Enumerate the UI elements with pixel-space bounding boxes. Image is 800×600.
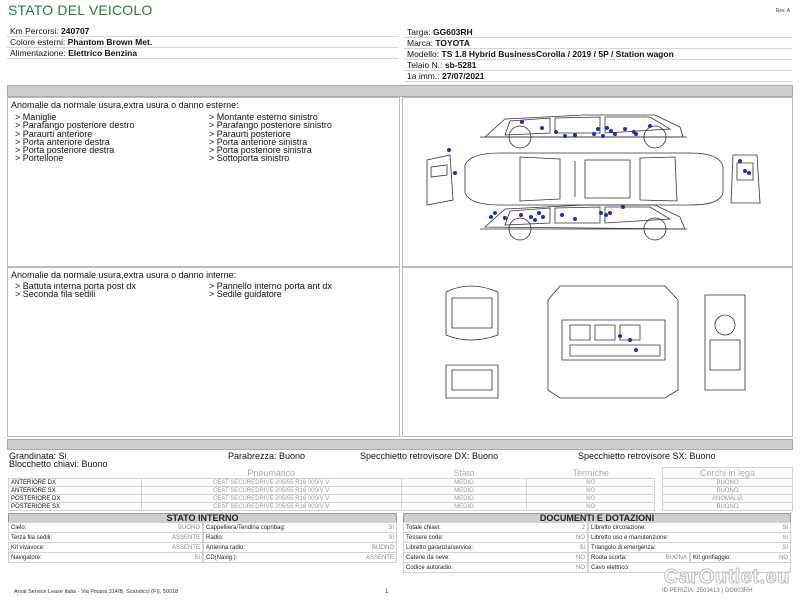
internal-damage-list-1 bbox=[15, 282, 136, 299]
document-item-label: Libretto uso e manutenzione: bbox=[591, 535, 669, 541]
document-item-label: Catene da neve: bbox=[406, 555, 451, 561]
plate-value: GG603RH bbox=[433, 27, 473, 37]
section-separator-2 bbox=[7, 439, 793, 450]
table-row bbox=[9, 479, 793, 487]
document-item-value: SI bbox=[782, 545, 788, 551]
model-label: Modello: bbox=[407, 49, 440, 59]
color-label: Colore esterni: bbox=[10, 37, 66, 47]
page-title: STATO DEL VEICOLO bbox=[8, 2, 153, 18]
col-header-tyre: Pneumatico bbox=[247, 467, 295, 478]
col-header-winter: Termiche bbox=[572, 467, 609, 478]
documents-heading: DOCUMENTI E DOTAZIONI bbox=[403, 513, 791, 523]
tyre-rim: BUONO bbox=[663, 503, 793, 511]
km-row bbox=[7, 26, 398, 37]
document-item-label: Libretto circolazione: bbox=[591, 525, 647, 531]
tyre-state: MEDIO bbox=[401, 503, 527, 511]
chassis-label: Telaio N.: bbox=[407, 60, 443, 70]
document-item-label: Kit gonfiaggio: bbox=[693, 555, 732, 561]
internal-item-label: Terza fila sedili: bbox=[11, 535, 53, 541]
col-header-rim: Cerchi in lega bbox=[663, 468, 793, 479]
list-item: > Sedile guidatore bbox=[209, 289, 282, 300]
windshield-status: Parabrezza: Buono bbox=[228, 451, 306, 461]
tyre-winter: NO bbox=[527, 503, 655, 511]
section-separator bbox=[7, 85, 793, 97]
tyre-position: POSTERIORE DX bbox=[9, 495, 142, 503]
tyre-model: CEAT SECUREDRIVE 205/55 R16 000/V V bbox=[141, 487, 401, 495]
list-item: > Parafango posteriore sinistro bbox=[209, 120, 332, 131]
internal-item-value: SI bbox=[388, 535, 394, 541]
tyre-position: ANTERIORE DX bbox=[9, 479, 142, 487]
model-row bbox=[404, 49, 792, 60]
internal-item-label: Navigatore: bbox=[11, 555, 42, 561]
document-item-value: NO bbox=[576, 565, 585, 571]
internal-item-label: Kit vivavoce: bbox=[11, 545, 45, 551]
list-item: > Parafango posteriore destro bbox=[15, 120, 135, 131]
watermark-logo: CarOutlet.eu bbox=[663, 566, 790, 588]
list-item: > Montante esterno sinistro bbox=[209, 112, 318, 122]
plate-label: Targa: bbox=[407, 27, 431, 37]
fuel-row bbox=[7, 48, 398, 59]
list-item: > Pannello interno porta ant dx bbox=[209, 281, 332, 291]
table-row bbox=[9, 487, 793, 495]
document-item-label: Totale chiavi: bbox=[406, 525, 441, 531]
list-item: > Porta posteriore destra bbox=[15, 145, 115, 156]
brand-label: Marca: bbox=[407, 38, 433, 48]
document-item bbox=[403, 562, 588, 573]
chassis-row bbox=[404, 60, 792, 71]
internal-item-value: SI bbox=[194, 555, 200, 561]
external-damage-list-1 bbox=[15, 113, 134, 163]
document-item-value: SI bbox=[782, 525, 788, 531]
tyre-winter: NO bbox=[527, 495, 655, 503]
internal-item-label: Antenna radio: bbox=[206, 545, 246, 551]
list-item: > Paraurti posteriore bbox=[209, 128, 291, 139]
color-value: Phantom Brown Met. bbox=[67, 37, 153, 47]
list-item: > Seconda fila sedili bbox=[15, 289, 96, 300]
tyre-state: MEDIO bbox=[401, 487, 527, 495]
document-item-label: Tessere code: bbox=[406, 535, 444, 541]
tyre-rim: BUONO bbox=[663, 487, 793, 495]
color-row bbox=[7, 37, 398, 48]
tyre-model: CEAT SECUREDRIVE 205/55 R16 000/V V bbox=[141, 479, 401, 487]
tyre-position: ANTERIORE SX bbox=[9, 487, 142, 495]
tyre-model: CEAT SECUREDRIVE 205/55 R16 000/V V bbox=[141, 495, 401, 503]
hail-status: Grandinata: Si bbox=[9, 451, 67, 461]
internal-damage-list-2 bbox=[209, 282, 332, 299]
internal-item-value: BUONO bbox=[371, 545, 394, 551]
table-row bbox=[9, 503, 793, 511]
footer-reference: ID PERIZIA: 2503413 | GG603RH bbox=[662, 588, 753, 594]
document-item-value: 2 bbox=[581, 525, 585, 531]
tyre-winter: NO bbox=[527, 479, 655, 487]
tyre-rim: ANOMALIA bbox=[663, 495, 793, 503]
internal-item bbox=[203, 552, 397, 563]
tyres-table bbox=[8, 467, 793, 511]
list-item: > Porta anteriore sinistra bbox=[209, 136, 308, 147]
footer-company: Arval Service Lease Italia - Via Pisana 314/B, Scandicci (FI), 50018 bbox=[14, 589, 179, 595]
document-item-value: NO bbox=[779, 555, 788, 561]
registration-value: 27/07/2021 bbox=[441, 71, 485, 81]
table-header bbox=[9, 468, 793, 479]
fuel-value: Elettrico Benzina bbox=[68, 48, 138, 58]
registration-row bbox=[404, 71, 792, 82]
tyre-rim: BUONO bbox=[663, 479, 793, 487]
internal-item-value: ASSENTE bbox=[171, 535, 200, 541]
document-item-label: Libretto garanzia/service: bbox=[406, 545, 474, 551]
document-item-label: Codice autoradio: bbox=[406, 565, 454, 571]
brand-value: TOYOTA bbox=[435, 38, 470, 48]
tyre-winter: NO bbox=[527, 487, 655, 495]
internal-damage-heading: Anomalie da normale usura,extra usura o danno interne: bbox=[11, 270, 237, 280]
list-item: > Battuta interna porta post dx bbox=[15, 281, 136, 291]
col-header-state: Stato bbox=[453, 467, 475, 478]
document-item-label: Ruota scorta: bbox=[591, 555, 627, 561]
external-car-diagram bbox=[425, 105, 765, 260]
internal-item-value: ASSENTE bbox=[171, 545, 200, 551]
internal-car-diagram bbox=[440, 280, 760, 400]
vehicle-info-left bbox=[7, 26, 398, 62]
list-item: > Porta posteriore sinistra bbox=[209, 145, 312, 156]
document-item-value: NO bbox=[576, 555, 585, 561]
internal-state-heading: STATO INTERNO bbox=[8, 513, 397, 523]
external-damage-list-2 bbox=[209, 113, 332, 163]
brand-row bbox=[404, 38, 792, 49]
model-value: TS 1.8 Hybrid BusinessCorolla / 2019 / 5P / Station wagon bbox=[441, 49, 674, 59]
document-item-label: Cavo elettrico: bbox=[591, 565, 630, 571]
chassis-value: sb-5281 bbox=[444, 60, 477, 70]
list-item: > Sottoporta sinistro bbox=[209, 153, 290, 164]
km-value: 240707 bbox=[61, 26, 90, 36]
table-row bbox=[9, 495, 793, 503]
document-item-label: Triangolo di emergenza: bbox=[591, 545, 656, 551]
internal-item-label: Cappelliera/Tendina copribag: bbox=[206, 525, 286, 531]
list-item: > Porta anteriore destra bbox=[15, 136, 110, 147]
document-item-value: SI bbox=[782, 535, 788, 541]
fuel-label: Alimentazione: bbox=[10, 48, 66, 58]
internal-item-value: ASSENTE bbox=[365, 555, 394, 561]
document-item-value: BUONA bbox=[665, 555, 687, 561]
mirror-sx-status: Specchietto retrovisore SX: Buono bbox=[578, 451, 716, 461]
document-item-value: NO bbox=[576, 535, 585, 541]
footer-page-number: 1 bbox=[385, 589, 389, 595]
tyre-state: MEDIO bbox=[401, 479, 527, 487]
mirror-dx-status: Specchietto retrovisore DX: Buono bbox=[360, 451, 499, 461]
list-item: > Maniglie bbox=[15, 112, 57, 122]
internal-item-value: BUONO bbox=[177, 525, 200, 531]
tyre-position: POSTERIORE SX bbox=[9, 503, 142, 511]
km-label: Km Percorsi: bbox=[10, 26, 59, 36]
list-item: > Portellone bbox=[15, 153, 64, 164]
external-damage-heading: Anomalie da normale usura,extra usura o danno esterne: bbox=[11, 100, 239, 110]
internal-item-label: CD(Navig.): bbox=[206, 555, 238, 561]
internal-item-label: Radio: bbox=[206, 535, 224, 541]
plate-row bbox=[404, 27, 792, 38]
internal-item-label: Cielo: bbox=[11, 525, 27, 531]
lock-status: Blocchetto chiavi: Buono bbox=[9, 459, 108, 469]
internal-item-value: SI bbox=[388, 525, 394, 531]
document-item-value: SI bbox=[579, 545, 585, 551]
vehicle-info-right bbox=[404, 27, 792, 83]
list-item: > Paraurti anteriore bbox=[15, 128, 93, 139]
internal-item bbox=[8, 552, 203, 563]
revision-label: Rev. A bbox=[775, 8, 790, 14]
tyre-model: CEAT SECUREDRIVE 205/55 R16 000/V V bbox=[141, 503, 401, 511]
registration-label: 1a imm.: bbox=[407, 71, 440, 81]
tyre-state: MEDIO bbox=[401, 495, 527, 503]
